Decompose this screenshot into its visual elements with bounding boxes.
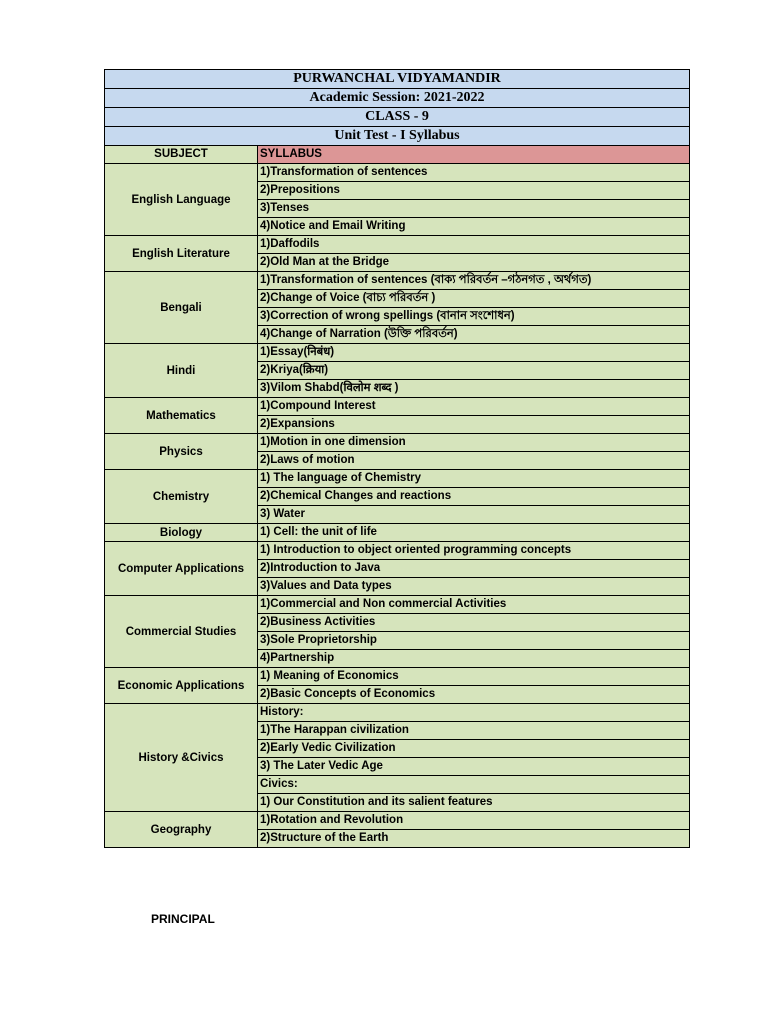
syllabus-item: Civics:	[258, 776, 690, 794]
syllabus-item: 2)Old Man at the Bridge	[258, 254, 690, 272]
syllabus-item: 1) Introduction to object oriented programming concepts	[258, 542, 690, 560]
syllabus-item: 3) Water	[258, 506, 690, 524]
syllabus-item: 3)Correction of wrong spellings (বানান সংশোধন)	[258, 308, 690, 326]
syllabus-item: 1)Motion in one dimension	[258, 434, 690, 452]
table-row	[105, 704, 690, 722]
subject-name: Biology	[105, 524, 258, 542]
syllabus-item: 2)Structure of the Earth	[258, 830, 690, 848]
table-row	[105, 812, 690, 830]
syllabus-item: 2)Business Activities	[258, 614, 690, 632]
syllabus-item: 2)Prepositions	[258, 182, 690, 200]
syllabus-item: 1)Compound Interest	[258, 398, 690, 416]
syllabus-item: 3)Values and Data types	[258, 578, 690, 596]
table-row	[105, 668, 690, 686]
table-row	[105, 542, 690, 560]
syllabus-item: 3) The Later Vedic Age	[258, 758, 690, 776]
school-name: PURWANCHAL VIDYAMANDIR	[105, 70, 690, 89]
syllabus-item: 1) The language of Chemistry	[258, 470, 690, 488]
syllabus-item: 3)Tenses	[258, 200, 690, 218]
table-row	[105, 398, 690, 416]
syllabus-item: 1)Daffodils	[258, 236, 690, 254]
subject-name: English Language	[105, 164, 258, 236]
syllabus-item: 1) Our Constitution and its salient features	[258, 794, 690, 812]
subject-name: History &Civics	[105, 704, 258, 812]
academic-session: Academic Session: 2021-2022	[105, 89, 690, 108]
syllabus-item: 2)Laws of motion	[258, 452, 690, 470]
syllabus-item: 1)Transformation of sentences	[258, 164, 690, 182]
subject-name: Economic Applications	[105, 668, 258, 704]
subject-name: Geography	[105, 812, 258, 848]
syllabus-item: 2)Chemical Changes and reactions	[258, 488, 690, 506]
syllabus-item: 2)Kriya(क्रिया)	[258, 362, 690, 380]
table-row	[105, 596, 690, 614]
syllabus-item: 3)Sole Proprietorship	[258, 632, 690, 650]
syllabus-column-header: SYLLABUS	[258, 146, 690, 164]
table-row	[105, 272, 690, 290]
syllabus-item: 4)Partnership	[258, 650, 690, 668]
table-row	[105, 434, 690, 452]
syllabus-item: 1)Rotation and Revolution	[258, 812, 690, 830]
syllabus-item: 4)Notice and Email Writing	[258, 218, 690, 236]
syllabus-item: 1) Cell: the unit of life	[258, 524, 690, 542]
syllabus-item: 1) Meaning of Economics	[258, 668, 690, 686]
syllabus-item: 2)Early Vedic Civilization	[258, 740, 690, 758]
subject-name: Computer Applications	[105, 542, 258, 596]
subject-column-header: SUBJECT	[105, 146, 258, 164]
syllabus-item: 2)Basic Concepts of Economics	[258, 686, 690, 704]
class-title: CLASS - 9	[105, 108, 690, 127]
syllabus-item: 2)Introduction to Java	[258, 560, 690, 578]
principal-signature-label: PRINCIPAL	[151, 912, 215, 926]
table-row	[105, 470, 690, 488]
subject-name: Hindi	[105, 344, 258, 398]
exam-title: Unit Test - I Syllabus	[105, 127, 690, 146]
subject-name: Chemistry	[105, 470, 258, 524]
table-row	[105, 344, 690, 362]
syllabus-table	[104, 69, 690, 848]
table-row	[105, 164, 690, 182]
syllabus-item: 2)Expansions	[258, 416, 690, 434]
subject-name: Bengali	[105, 272, 258, 344]
syllabus-item: History:	[258, 704, 690, 722]
table-row	[105, 236, 690, 254]
syllabus-item: 4)Change of Narration (উক্তি পরিবর্তন)	[258, 326, 690, 344]
syllabus-item: 1)Transformation of sentences (বাক্য পরিবর্তন –গঠনগত , অর্থগত)	[258, 272, 690, 290]
syllabus-item: 1)Commercial and Non commercial Activities	[258, 596, 690, 614]
subject-name: English Literature	[105, 236, 258, 272]
table-row	[105, 524, 690, 542]
syllabus-item: 1)The Harappan civilization	[258, 722, 690, 740]
syllabus-item: 2)Change of Voice (বাচ্য পরিবর্তন )	[258, 290, 690, 308]
syllabus-item: 1)Essay(निबंध)	[258, 344, 690, 362]
subject-name: Physics	[105, 434, 258, 470]
syllabus-item: 3)Vilom Shabd(विलोम शब्द )	[258, 380, 690, 398]
subject-name: Mathematics	[105, 398, 258, 434]
subject-name: Commercial Studies	[105, 596, 258, 668]
